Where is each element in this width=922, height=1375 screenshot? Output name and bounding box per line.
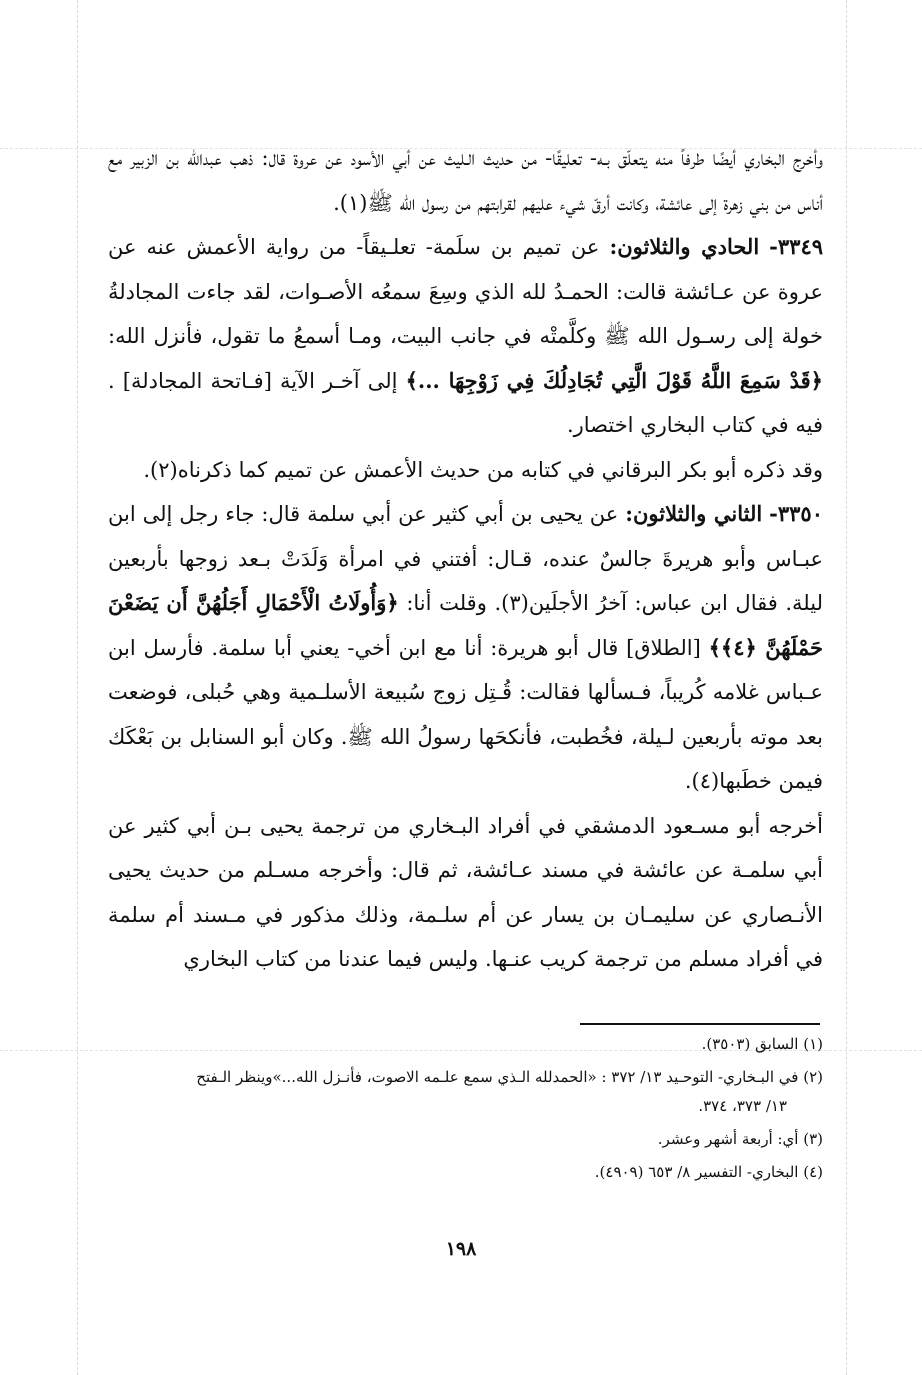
guide-line bbox=[846, 0, 847, 1375]
footnote-4 bbox=[108, 1158, 823, 1187]
paragraph-text: أخرجه أبو مسـعود الدمشقي في أفراد البـخاري من ترجمة يحيى بـن أبي كثير عن أبي سلمـة عن عائشة في مسند عـائشة، ثم قال: وأخرجه مسـلم من حديث يحيى الأنـصاري عن سليمـان بن يسار عن أم سلـمة، وذلك مذكور في مـسند أم سلمة في أفراد مسلم من ترجمة كريب عنـها. وليس فيما عندنا من كتاب البخاري bbox=[108, 813, 823, 971]
main-text bbox=[108, 136, 823, 982]
paragraph-text: وقد ذكره أبو بكر البرقاني في كتابه من حديث الأعمش عن تميم كما ذكرناه(٢). bbox=[143, 457, 823, 482]
paragraph-text-after: إلى آخـر الآية [فـاتحة المجادلة] . فيه في كتاب البخاري اختصار. bbox=[108, 368, 823, 437]
page-number: ١٩٨ bbox=[445, 1238, 477, 1260]
footnotes-divider bbox=[580, 1023, 820, 1025]
hadith-number: ٣٣٥٠- bbox=[769, 501, 823, 526]
paragraph-text: عن يحيى بن أبي كثير عن أبي سلمة قال: جاء رجل إلى ابن عبـاس وأبو هريرةَ جالسٌ عنده، قـال: أفتني في امرأة وَلَدَتْ بـعد زوجها بأربعين ليلة. فقال ابن عباس: آخرُ الأجلَين(٣). وقلت أنا: bbox=[108, 502, 823, 615]
hadith-heading: الثاني والثلاثون: bbox=[625, 501, 763, 526]
footnote-text: (٤) البخاري- التفسير ٨/ ٦٥٣ (٤٩٠٩). bbox=[594, 1163, 823, 1181]
hadith-number: ٣٣٤٩- bbox=[769, 234, 824, 259]
paragraph-takhrij bbox=[108, 804, 823, 982]
paragraph-intro bbox=[108, 136, 823, 225]
footnote-2 bbox=[108, 1063, 823, 1121]
quran-verse: ﴿وَأُولَاتُ الْأَحْمَالِ أَجَلُهُنَّ أَن يَضَعْنَ حَمْلَهُنَّ ﴿٤﴾﴾ bbox=[108, 590, 823, 660]
paragraph-text-after: [الطلاق] قال أبو هريرة: أنا مع ابن أخي- يعني أبا سلمة. فأرسل ابن عـباس غلامه كُريباً، فـسألها فقالت: قُـتِل زوج سُبيعة الأسلـمية وهي حُبلى، فوضعت بعد موته بأربعين لـيلة، فخُطبت، فأنكحَها رسولُ الله ﷺ. وكان أبو السنابل بن بَعْكَك فيمن خطَبها(٤). bbox=[108, 635, 823, 793]
guide-line bbox=[77, 0, 78, 1375]
paragraph-text: وأخرج البخاري أيضًا طرفاً منه يتعلّق بـه- تعليقًا- من حديث الـليث عن أبي الأسود عن عروة قال: ذهب عبدالله بن الزبير مع أناس من بني زهرة إلى عائشة، وكانت أرقّ شيء عليهم لقرابتهم من رسول الله ﷺ(١). bbox=[108, 146, 823, 215]
footnote-text: (١) السابق (٣٥٠٣). bbox=[701, 1035, 823, 1053]
paragraph-text: عن تميم بن سلَمة- تعلـيقاً- من رواية الأعمش عنه عن عروة عن عـائشة قالت: الحمـدُ لله الذي وسِعَ سمعُه الأصـوات، لقد جاءت المجادلةُ خولة إلى رسـول الله ﷺ وكلَّمتْه في جانب البيت، ومـا أسمعُ ما تقول، فأنزل الله: bbox=[108, 235, 823, 348]
footnote-1 bbox=[108, 1030, 823, 1059]
hadith-3350 bbox=[108, 492, 823, 804]
paragraph-note bbox=[108, 448, 823, 493]
footnote-text: (٣) أي: أربعة أشهر وعشر. bbox=[657, 1130, 823, 1148]
footnotes bbox=[108, 1030, 823, 1191]
footnote-3 bbox=[108, 1125, 823, 1154]
footnote-continuation: ١٣/ ٣٧٣، ٣٧٤. bbox=[698, 1097, 787, 1115]
hadith-heading: الحادي والثلاثون: bbox=[609, 234, 760, 259]
hadith-3349 bbox=[108, 225, 823, 448]
quran-verse: ﴿قَدْ سَمِعَ اللَّهُ قَوْلَ الَّتِي تُجَادِلُكَ فِي زَوْجِهَا ...﴾ bbox=[405, 367, 823, 393]
footnote-text: (٢) في البـخاري- التوحـيد ١٣/ ٣٧٢ : «الحمدلله الـذي سمع علـمه الاصوت، فأنـزل الله...»وينظر الـفتح bbox=[196, 1068, 823, 1086]
